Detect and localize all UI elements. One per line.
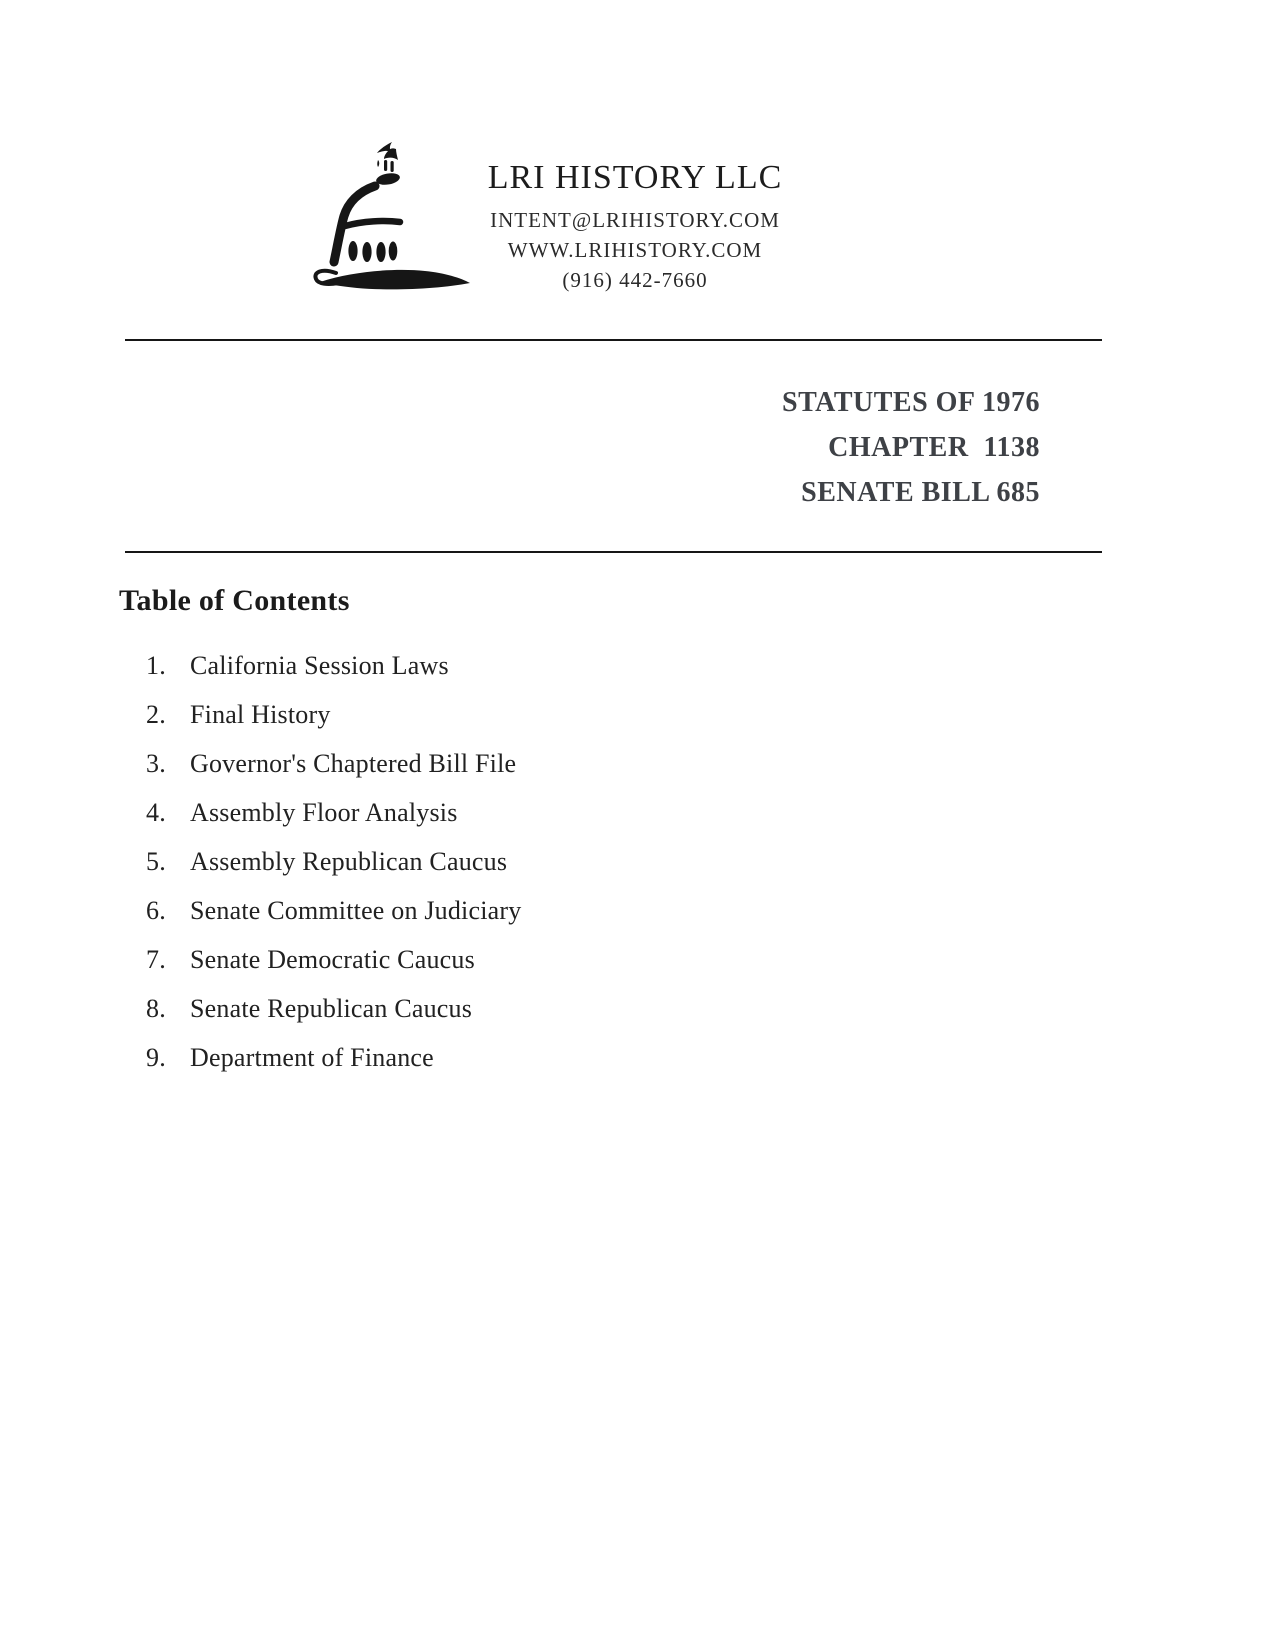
toc-item-number: 2.: [146, 700, 166, 729]
toc-item-number: 4.: [146, 798, 166, 827]
statutes-line: STATUTES OF 1976: [782, 387, 1040, 418]
toc-item-number: 9.: [146, 1043, 166, 1072]
toc-item-number: 8.: [146, 994, 166, 1023]
toc-item-label: Senate Democratic Caucus: [190, 945, 475, 974]
toc-item-assembly-republican-caucus: [146, 847, 521, 877]
toc-item-label: Governor's Chaptered Bill File: [190, 749, 517, 778]
toc-item-number: 6.: [146, 896, 166, 925]
senate-bill-line: SENATE BILL 685: [801, 477, 1040, 508]
letterhead: [385, 158, 885, 295]
toc-item-senate-democratic-caucus: [146, 945, 521, 975]
toc-item-number: 7.: [146, 945, 166, 974]
toc-item-label: Senate Committee on Judiciary: [190, 896, 522, 925]
toc-item-final-history: [146, 700, 521, 730]
toc-list: [146, 651, 521, 1092]
company-email: INTENT@LRIHISTORY.COM: [490, 208, 780, 232]
statute-reference: [782, 380, 1040, 515]
toc-item-senate-committee-on-judiciary: [146, 896, 521, 926]
company-website: WWW.LRIHISTORY.COM: [507, 238, 763, 262]
toc-item-label: California Session Laws: [190, 651, 449, 680]
toc-item-department-of-finance: [146, 1043, 521, 1073]
toc-title: Table of Contents: [119, 584, 350, 617]
toc-item-label: Senate Republican Caucus: [190, 994, 473, 1023]
toc-item-assembly-floor-analysis: [146, 798, 521, 828]
toc-item-label: Assembly Republican Caucus: [190, 847, 508, 876]
divider-bottom: [125, 551, 1102, 553]
chapter-line: CHAPTER 1138: [828, 432, 1040, 463]
company-name: LRI HISTORY LLC: [487, 159, 783, 196]
toc-item-governors-chaptered-bill-file: [146, 749, 521, 779]
toc-item-california-session-laws: [146, 651, 521, 681]
toc-item-number: 1.: [146, 651, 166, 680]
toc-item-senate-republican-caucus: [146, 994, 521, 1024]
company-phone: (916) 442-7660: [562, 268, 708, 292]
toc-item-label: Assembly Floor Analysis: [190, 798, 458, 827]
toc-item-number: 5.: [146, 847, 166, 876]
toc-item-number: 3.: [146, 749, 166, 778]
toc-item-label: Department of Finance: [190, 1043, 434, 1072]
toc-item-label: Final History: [190, 700, 331, 729]
divider-top: [125, 339, 1102, 341]
